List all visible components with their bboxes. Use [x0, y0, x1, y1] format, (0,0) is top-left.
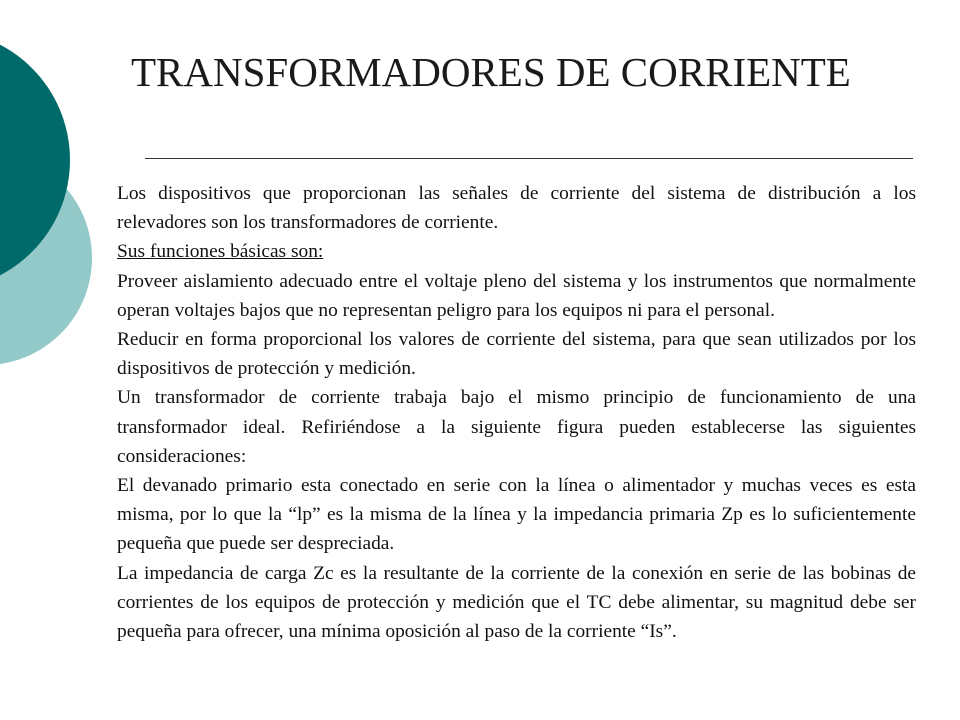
- slide-body: [117, 179, 916, 646]
- paragraph-functions-heading: Sus funciones básicas son:: [117, 241, 324, 263]
- paragraph-principle: Un transformador de corriente trabaja bajo el mismo principio de funcionamiento de una transformador ideal. Refiriéndose a la siguiente figura pueden establecerse las siguientes consideraciones:: [117, 387, 916, 467]
- paragraph-function-reduction: Reducir en forma proporcional los valores de corriente del sistema, para que sean utilizados por los dispositivos de protección y medición.: [117, 329, 916, 380]
- decorative-circles: [0, 0, 130, 400]
- paragraph-function-isolation: Proveer aislamiento adecuado entre el voltaje pleno del sistema y los instrumentos que normalmente operan voltajes bajos que no representan peligro para los equipos ni para el personal.: [117, 270, 916, 321]
- paragraph-primary-winding: El devanado primario esta conectado en serie con la línea o alimentador y muchas veces es esta misma, por lo que la “lp” es la misma de la línea y la impedancia primaria Zp es lo suficientemente pequeña que puede ser despreciada.: [117, 475, 916, 555]
- paragraph-load-impedance: La impedancia de carga Zc es la resultante de la corriente de la conexión en serie de las bobinas de corrientes de los equipos de protección y medición que el TC debe alimentar, su magnitud debe ser pequeña para ofrecer, una mínima oposición al paso de la corriente “Is”.: [117, 562, 916, 643]
- title-divider: [145, 158, 913, 159]
- paragraph-intro: Los dispositivos que proporcionan las señales de corriente del sistema de distribución a los relevadores son los transformadores de corriente.: [117, 183, 916, 234]
- slide-title: TRANSFORMADORES DE CORRIENTE: [131, 49, 851, 95]
